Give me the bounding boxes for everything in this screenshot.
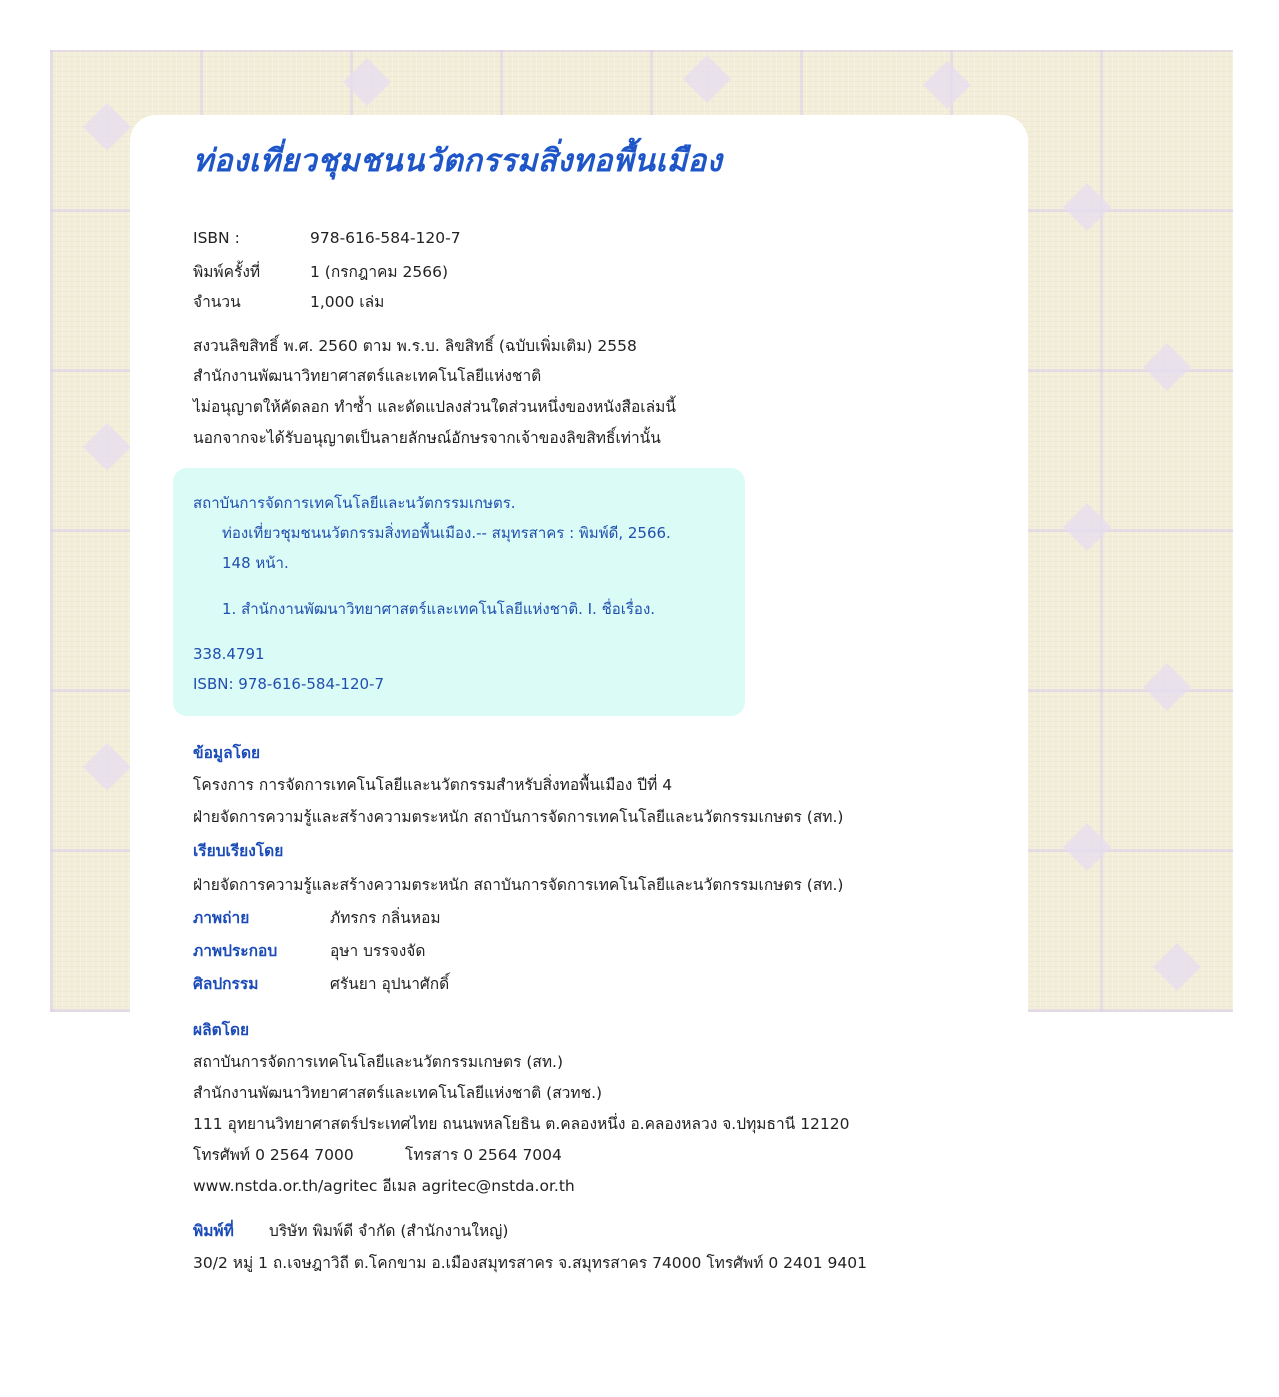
textile-motif — [83, 743, 131, 791]
textile-motif — [1063, 183, 1111, 231]
textile-motif — [343, 58, 391, 106]
copies-value: 1,000 เล่ม — [310, 293, 385, 311]
produced-by-line: สำนักงานพัฒนาวิทยาศาสตร์และเทคโนโลยีแห่งชาติ (สวทช.) — [193, 1084, 603, 1102]
edition-value: 1 (กรกฎาคม 2566) — [310, 263, 449, 281]
book-title: ท่องเที่ยวชุมชนนวัตกรรมสิ่งทอพื้นเมือง — [193, 143, 723, 179]
credit-value: ภัทรกร กลิ่นหอม — [330, 909, 441, 927]
credit-label: ภาพถ่าย — [193, 909, 250, 927]
website-email: www.nstda.or.th/agritec อีเมล agritec@nstda.or.th — [193, 1177, 575, 1195]
cip-title: ท่องเที่ยวชุมชนนวัตกรรมสิ่งทอพื้นเมือง.-- สมุทรสาคร : พิมพ์ดี, 2566. — [222, 524, 671, 542]
credit-label: ภาพประกอบ — [193, 942, 278, 960]
produced-by-line: 111 อุทยานวิทยาศาสตร์ประเทศไทย ถนนพหลโยธิน ต.คลองหนึ่ง อ.คลองหลวง จ.ปทุมธานี 12120 — [193, 1115, 850, 1133]
textile-motif — [83, 103, 131, 151]
copies-label: จำนวน — [193, 293, 241, 311]
compiled-by-line: ฝ่ายจัดการความรู้และสร้างความตระหนัก สถาบันการจัดการเทคโนโลยีและนวัตกรรมเกษตร (สท.) — [193, 876, 844, 894]
produced-by-line: สถาบันการจัดการเทคโนโลยีและนวัตกรรมเกษตร (สท.) — [193, 1053, 564, 1071]
copyright-line: สงวนลิขสิทธิ์ พ.ศ. 2560 ตาม พ.ร.บ. ลิขสิทธิ์ (ฉบับเพิ่มเติม) 2558 — [193, 337, 637, 355]
textile-motif — [1063, 823, 1111, 871]
printed-at-heading: พิมพ์ที่ — [193, 1222, 234, 1240]
info-by-heading: ข้อมูลโดย — [193, 744, 261, 762]
fax-number: โทรสาร 0 2564 7004 — [405, 1146, 562, 1164]
textile-motif — [1143, 663, 1191, 711]
textile-motif — [1153, 943, 1201, 991]
copyright-line: ไม่อนุญาตให้คัดลอก ทำซ้ำ และดัดแปลงส่วนใดส่วนหนึ่งของหนังสือเล่มนี้ — [193, 398, 676, 416]
cip-author: สถาบันการจัดการเทคโนโลยีและนวัตกรรมเกษตร. — [193, 494, 516, 512]
isbn-label: ISBN : — [193, 229, 240, 247]
credit-value: ศรันยา อุปนาศักดิ์ — [330, 975, 450, 993]
textile-motif — [1143, 343, 1191, 391]
credit-value: อุษา บรรจงจัด — [330, 942, 426, 960]
info-by-line: โครงการ การจัดการเทคโนโลยีและนวัตกรรมสำหรับสิ่งทอพื้นเมือง ปีที่ 4 — [193, 776, 673, 794]
printer-address: 30/2 หมู่ 1 ถ.เจษฎาวิถี ต.โคกขาม อ.เมืองสมุทรสาคร จ.สมุทรสาคร 74000 โทรศัพท์ 0 2401 9401 — [193, 1254, 867, 1272]
info-by-line: ฝ่ายจัดการความรู้และสร้างความตระหนัก สถาบันการจัดการเทคโนโลยีและนวัตกรรมเกษตร (สท.) — [193, 808, 844, 826]
copyright-line: นอกจากจะได้รับอนุญาตเป็นลายลักษณ์อักษรจากเจ้าของลิขสิทธิ์เท่านั้น — [193, 429, 661, 447]
edition-label: พิมพ์ครั้งที่ — [193, 263, 261, 281]
cip-isbn: ISBN: 978-616-584-120-7 — [193, 675, 384, 693]
cip-pages: 148 หน้า. — [222, 554, 289, 572]
printer-company: บริษัท พิมพ์ดี จำกัด (สำนักงานใหญ่) — [269, 1222, 509, 1240]
credit-label: ศิลปกรรม — [193, 975, 259, 993]
textile-motif — [923, 61, 971, 109]
textile-motif — [83, 423, 131, 471]
cip-classification: 338.4791 — [193, 645, 265, 663]
produced-by-heading: ผลิตโดย — [193, 1021, 250, 1039]
compiled-by-heading: เรียบเรียงโดย — [193, 842, 284, 860]
copyright-line: สำนักงานพัฒนาวิทยาศาสตร์และเทคโนโลยีแห่งชาติ — [193, 367, 542, 385]
cip-subject: 1. สำนักงานพัฒนาวิทยาศาสตร์และเทคโนโลยีแห่งชาติ. I. ชื่อเรื่อง. — [222, 600, 656, 618]
textile-motif — [683, 55, 731, 103]
isbn-value: 978-616-584-120-7 — [310, 229, 461, 247]
textile-motif — [1063, 503, 1111, 551]
phone-number: โทรศัพท์ 0 2564 7000 — [193, 1146, 354, 1164]
